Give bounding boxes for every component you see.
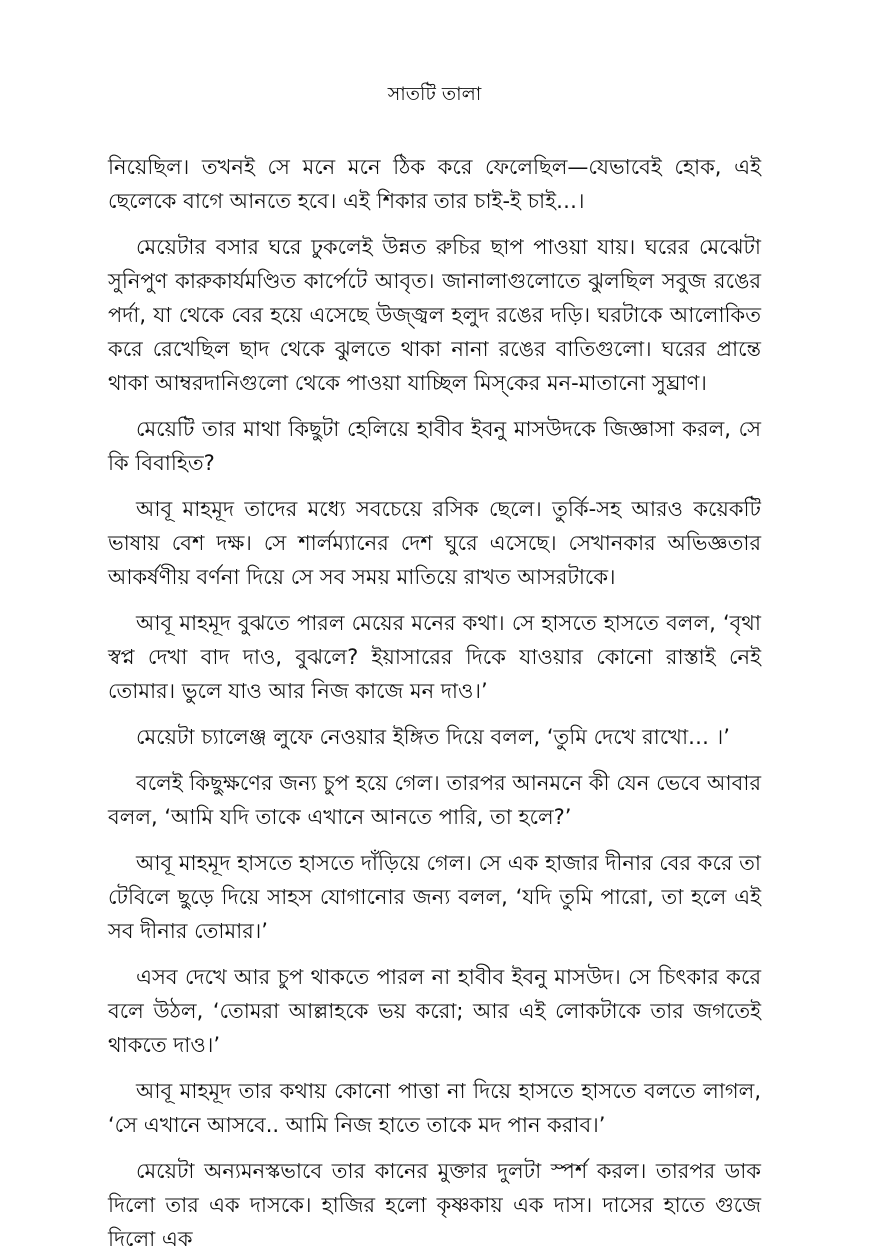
running-header: সাতটি তালা xyxy=(387,83,482,105)
body-text xyxy=(108,150,761,1256)
paragraph: নিয়েছিল। তখনই সে মনে মনে ঠিক করে ফেলেছিল—যেভাবেই হোক, এই ছেলেকে বাগে আনতে হবে। এই শিকার তার চাই-ই চাই…। xyxy=(108,155,761,213)
paragraph: মেয়েটা অন্যমনস্কভাবে তার কানের মুক্তার দুলটা স্পর্শ করল। তারপর ডাক দিলো তার এক দাসকে। হাজির হলো কৃষ্ণকায় এক দাস। দাসের হাতে গুজে দিলো এক xyxy=(108,1159,761,1251)
paragraph: মেয়েটি তার মাথা কিছুটা হেলিয়ে হাবীব ইবনু মাসউদকে জিজ্ঞাসা করল, সে কি বিবাহিত? xyxy=(108,417,761,475)
paragraph: আবূ মাহমূদ হাসতে হাসতে দাঁড়িয়ে গেল। সে এক হাজার দীনার বের করে তা টেবিলে ছুড়ে দিয়ে সাহস যোগানোর জন্য বলল, ‘যদি তুমি পারো, তা হলে এই সব দীনার তোমার।’ xyxy=(108,851,761,943)
paragraph: মেয়েটার বসার ঘরে ঢুকলেই উন্নত রুচির ছাপ পাওয়া যায়। ঘরের মেঝেটা সুনিপুণ কারুকার্যমণ্ডিত কার্পেটে আবৃত। জানালাগুলোতে ঝুলছিল সবুজ রঙের পর্দা, যা থেকে বের হয়ে এসেছে উজ্জ্বল হলুদ রঙের দড়ি। ঘরটাকে আলোকিত করে রেখেছিল ছাদ থেকে ঝুলতে থাকা নানা রঙের বাতিগুলো। ঘরের প্রান্তে থাকা আম্বরদানিগুলো থেকে পাওয়া যাচ্ছিল মিস্‌কের মন-মাতানো সুঘ্রাণ। xyxy=(108,235,761,395)
paragraph: এসব দেখে আর চুপ থাকতে পারল না হাবীব ইবনু মাসউদ। সে চিৎকার করে বলে উঠল, ‘তোমরা আল্লাহকে ভয় করো; আর এই লোকটাকে তার জগতেই থাকতে দাও।’ xyxy=(108,965,761,1057)
paragraph: আবূ মাহমূদ তাদের মধ্যে সবচেয়ে রসিক ছেলে। তুর্কি-সহ আরও কয়েকটি ভাষায় বেশ দক্ষ। সে শার্লম্যানের দেশ ঘুরে এসেছে। সেখানকার অভিজ্ঞতার আকর্ষণীয় বর্ণনা দিয়ে সে সব সময় মাতিয়ে রাখত আসরটাকে। xyxy=(108,497,761,589)
paragraph: বলেই কিছুক্ষণের জন্য চুপ হয়ে গেল। তারপর আনমনে কী যেন ভেবে আবার বলল, ‘আমি যদি তাকে এখানে আনতে পারি, তা হলে?’ xyxy=(108,771,761,829)
paragraph: আবূ মাহমূদ তার কথায় কোনো পাত্তা না দিয়ে হাসতে হাসতে বলতে লাগল, ‘সে এখানে আসবে.. আমি নিজ হাতে তাকে মদ পান করাব।’ xyxy=(108,1079,761,1137)
paragraph: মেয়েটা চ্যালেঞ্জ লুফে নেওয়ার ইঙ্গিত দিয়ে বলল, ‘তুমি দেখে রাখো… ।’ xyxy=(136,725,730,749)
paragraph: আবূ মাহমূদ বুঝতে পারল মেয়ের মনের কথা। সে হাসতে হাসতে বলল, ‘বৃথা স্বপ্ন দেখা বাদ দাও, বুঝলে? ইয়াসারের দিকে যাওয়ার কোনো রাস্তাই নেই তোমার। ভুলে যাও আর নিজ কাজে মন দাও।’ xyxy=(108,611,761,703)
